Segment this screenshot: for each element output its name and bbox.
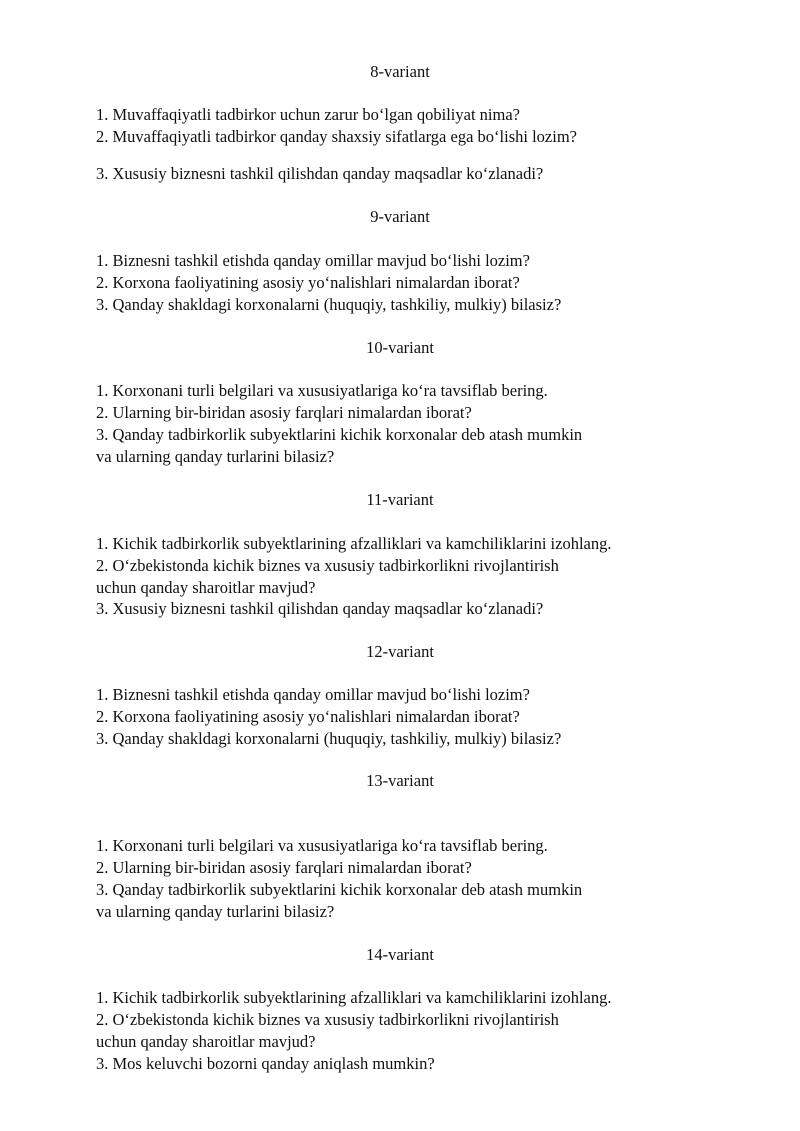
question-line: 1. Biznesni tashkil etishda qanday omillar mavjud bo‘lishi lozim? bbox=[96, 251, 530, 270]
section-title: 8-variant bbox=[370, 62, 430, 81]
question-line: 3. Mos keluvchi bozorni qanday aniqlash mumkin? bbox=[96, 1054, 435, 1073]
question-line: 2. Korxona faoliyatining asosiy yo‘nalishlari nimalardan iborat? bbox=[96, 707, 520, 726]
question-line: 1. Muvaffaqiyatli tadbirkor uchun zarur bo‘lgan qobiliyat nima? bbox=[96, 105, 520, 124]
question-line: 2. Ularning bir-biridan asosiy farqlari nimalardan iborat? bbox=[96, 403, 472, 422]
question-line: 2. Muvaffaqiyatli tadbirkor qanday shaxsiy sifatlarga ega bo‘lishi lozim? bbox=[96, 127, 577, 146]
question-line: 1. Biznesni tashkil etishda qanday omillar mavjud bo‘lishi lozim? bbox=[96, 685, 530, 704]
question-line: 3. Qanday tadbirkorlik subyektlarini kichik korxonalar deb atash mumkin bbox=[96, 880, 583, 899]
question-line: 2. O‘zbekistonda kichik biznes va xususiy tadbirkorlikni rivojlantirish bbox=[96, 1010, 559, 1029]
question-line: 1. Korxonani turli belgilari va xususiyatlariga ko‘ra tavsiflab bering. bbox=[96, 836, 548, 855]
question-line: uchun qanday sharoitlar mavjud? bbox=[96, 1032, 316, 1051]
section-title: 11-variant bbox=[366, 490, 434, 509]
question-line: va ularning qanday turlarini bilasiz? bbox=[96, 902, 335, 921]
question-line: 3. Xususiy biznesni tashkil qilishdan qanday maqsadlar ko‘zlanadi? bbox=[96, 599, 544, 618]
question-line: va ularning qanday turlarini bilasiz? bbox=[96, 447, 335, 466]
section-title: 13-variant bbox=[366, 771, 434, 790]
question-line: 3. Xususiy biznesni tashkil qilishdan qanday maqsadlar ko‘zlanadi? bbox=[96, 164, 544, 183]
section-title: 12-variant bbox=[366, 642, 434, 661]
question-line: 2. Korxona faoliyatining asosiy yo‘nalishlari nimalardan iborat? bbox=[96, 273, 520, 292]
question-line: uchun qanday sharoitlar mavjud? bbox=[96, 578, 316, 597]
question-line: 3. Qanday shakldagi korxonalarni (huquqiy, tashkiliy, mulkiy) bilasiz? bbox=[96, 295, 562, 314]
question-line: 3. Qanday shakldagi korxonalarni (huquqiy, tashkiliy, mulkiy) bilasiz? bbox=[96, 729, 562, 748]
question-line: 2. O‘zbekistonda kichik biznes va xususiy tadbirkorlikni rivojlantirish bbox=[96, 556, 559, 575]
question-line: 1. Kichik tadbirkorlik subyektlarining afzalliklari va kamchiliklarini izohlang. bbox=[96, 534, 612, 553]
section-title: 9-variant bbox=[370, 207, 430, 226]
question-line: 1. Korxonani turli belgilari va xususiyatlariga ko‘ra tavsiflab bering. bbox=[96, 381, 548, 400]
question-line: 2. Ularning bir-biridan asosiy farqlari nimalardan iborat? bbox=[96, 858, 472, 877]
question-line: 1. Kichik tadbirkorlik subyektlarining afzalliklari va kamchiliklarini izohlang. bbox=[96, 988, 612, 1007]
section-title: 14-variant bbox=[366, 945, 434, 964]
section-title: 10-variant bbox=[366, 338, 434, 357]
question-line: 3. Qanday tadbirkorlik subyektlarini kichik korxonalar deb atash mumkin bbox=[96, 425, 583, 444]
